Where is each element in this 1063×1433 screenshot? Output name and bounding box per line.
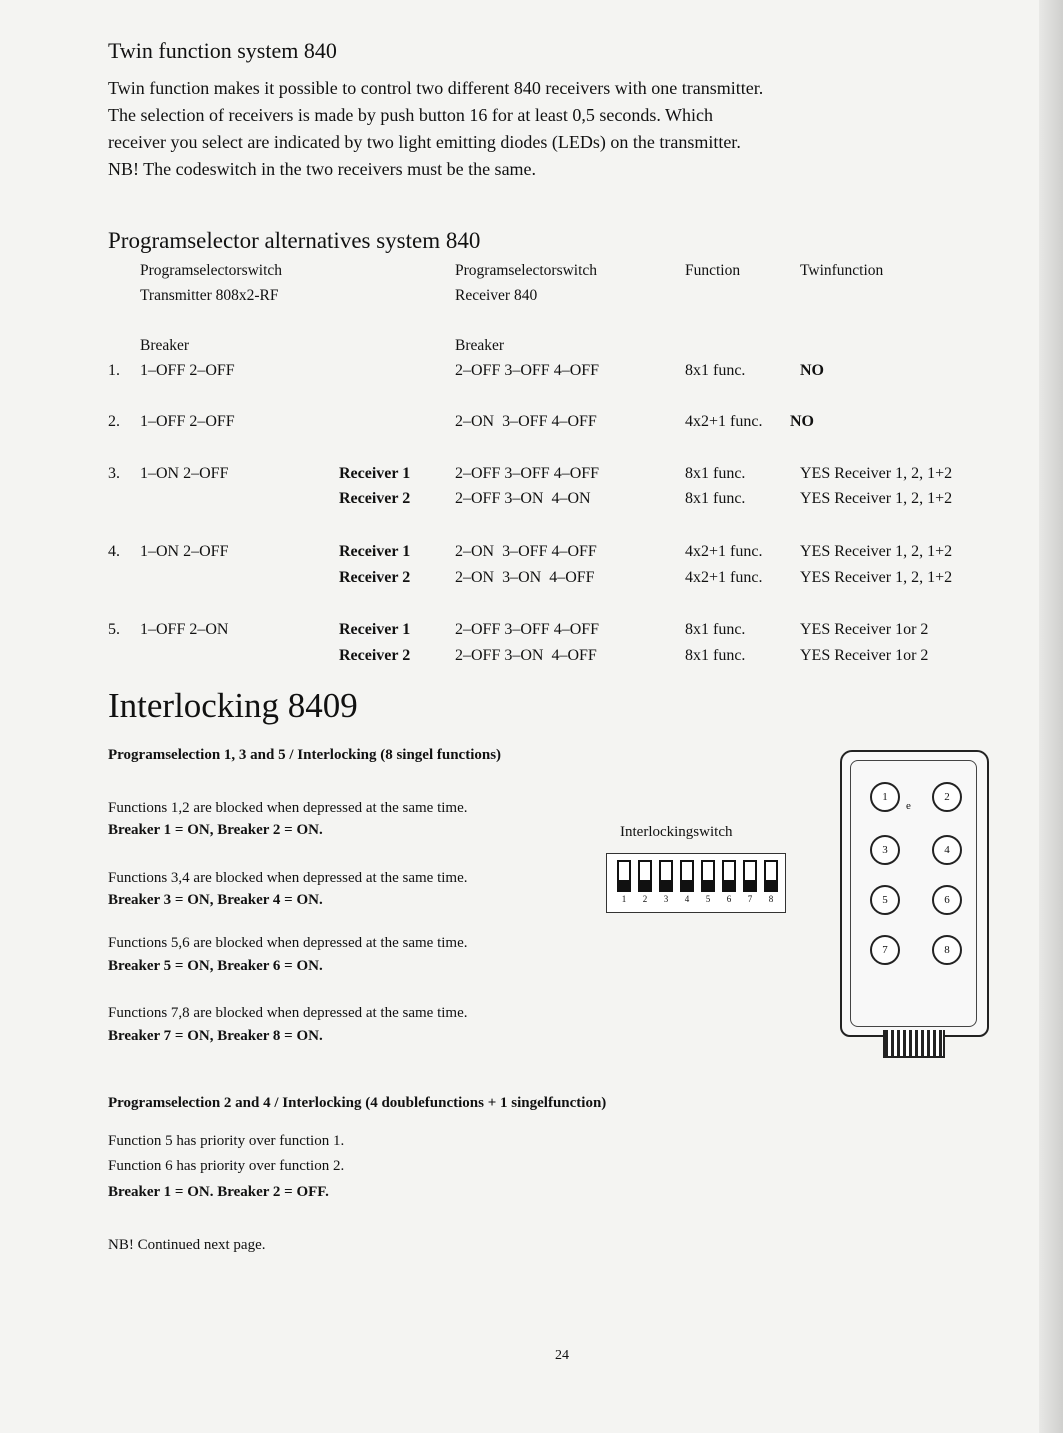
row-rx: 2–OFF 3–ON 4–ON — [455, 490, 591, 507]
inter-block-3a: Functions 5,6 are blocked when depressed at the same time. — [108, 935, 468, 951]
switch-label: Interlockingswitch — [620, 824, 733, 840]
row-rx: 2–OFF 3–OFF 4–OFF — [455, 465, 600, 482]
switch-lever-6[interactable] — [722, 860, 736, 892]
row-twin: YES Receiver 1, 2, 1+2 — [800, 465, 953, 482]
inter-block-2a: Functions 3,4 are blocked when depressed at the same time. — [108, 870, 468, 886]
row-num: 3. — [108, 465, 120, 482]
row-rx: 2–OFF 3–OFF 4–OFF — [455, 621, 600, 638]
row-num: 2. — [108, 413, 120, 430]
priority-line-2: Function 6 has priority over function 2. — [108, 1158, 345, 1174]
twin-line-4: NB! The codeswitch in the two receivers must be the same. — [108, 159, 537, 179]
row-func: 8x1 func. — [685, 490, 746, 507]
row-func: 8x1 func. — [685, 465, 746, 482]
hdr-tx-1: Programselectorswitch — [140, 262, 283, 279]
row-twin: YES Receiver 1, 2, 1+2 — [800, 490, 953, 507]
row-tx: 1–OFF 2–OFF — [140, 413, 235, 430]
row-tx: 1–OFF 2–ON — [140, 621, 229, 638]
twin-line-1: Twin function makes it possible to control two different 840 receivers with one transmitter. — [108, 78, 764, 98]
twin-line-3: receiver you select are indicated by two light emitting diodes (LEDs) on the transmitter. — [108, 132, 741, 152]
inter-block-3b: Breaker 5 = ON, Breaker 6 = ON. — [108, 958, 323, 974]
switch-lever-1[interactable] — [617, 860, 631, 892]
inter-block-1b: Breaker 1 = ON, Breaker 2 = ON. — [108, 822, 323, 838]
row-twin: YES Receiver 1, 2, 1+2 — [800, 543, 953, 560]
row-twin: YES Receiver 1or 2 — [800, 647, 929, 664]
remote-button-2[interactable]: 2 — [932, 782, 962, 812]
inter-sub2: Programselection 2 and 4 / Interlocking (4 doublefunctions + 1 singelfunction) — [108, 1095, 607, 1111]
row-twin: NO — [800, 362, 824, 379]
row-rx: 2–OFF 3–OFF 4–OFF — [455, 362, 600, 379]
row-func: 8x1 func. — [685, 362, 746, 379]
row-receiver: Receiver 2 — [339, 647, 411, 664]
row-tx: 1–ON 2–OFF — [140, 543, 229, 560]
row-num: 4. — [108, 543, 120, 560]
row-rx: 2–ON 3–OFF 4–OFF — [455, 413, 597, 430]
row-receiver: Receiver 1 — [339, 543, 411, 560]
row-rx: 2–ON 3–ON 4–OFF — [455, 569, 595, 586]
hdr-breaker-rx: Breaker — [455, 337, 505, 354]
row-num: 1. — [108, 362, 120, 379]
twin-line-2: The selection of receivers is made by push button 16 for at least 0,5 seconds. Which — [108, 105, 714, 125]
remote-button-4[interactable]: 4 — [932, 835, 962, 865]
row-twin: YES Receiver 1, 2, 1+2 — [800, 569, 953, 586]
switch-number: 8 — [768, 894, 774, 904]
hdr-function: Function — [685, 262, 741, 279]
row-tx: 1–OFF 2–OFF — [140, 362, 235, 379]
switch-lever-2[interactable] — [638, 860, 652, 892]
row-receiver: Receiver 2 — [339, 569, 411, 586]
row-twin: YES Receiver 1or 2 — [800, 621, 929, 638]
inter-block-1a: Functions 1,2 are blocked when depressed at the same time. — [108, 800, 468, 816]
inter-block-4b: Breaker 7 = ON, Breaker 8 = ON. — [108, 1028, 323, 1044]
row-rx: 2–ON 3–OFF 4–OFF — [455, 543, 597, 560]
inter-block-4a: Functions 7,8 are blocked when depressed at the same time. — [108, 1005, 468, 1021]
row-func: 4x2+1 func. — [685, 413, 763, 430]
switch-number: 2 — [642, 894, 648, 904]
switch-number: 4 — [684, 894, 690, 904]
remote-connector — [883, 1030, 945, 1058]
remote-button-6[interactable]: 6 — [932, 885, 962, 915]
priority-line-1: Function 5 has priority over function 1. — [108, 1133, 345, 1149]
hdr-tx-2: Transmitter 808x2-RF — [140, 287, 279, 304]
row-receiver: Receiver 2 — [339, 490, 411, 507]
row-receiver: Receiver 1 — [339, 465, 411, 482]
inter-title: Interlocking 8409 — [108, 686, 358, 725]
page-edge — [1039, 0, 1063, 1433]
hdr-rx-1: Programselectorswitch — [455, 262, 598, 279]
inter-sub1: Programselection 1, 3 and 5 / Interlocking (8 singel functions) — [108, 747, 502, 763]
interlocking-switch[interactable] — [606, 853, 786, 913]
hdr-rx-2: Receiver 840 — [455, 287, 538, 304]
switch-number: 1 — [621, 894, 627, 904]
row-rx: 2–OFF 3–ON 4–OFF — [455, 647, 597, 664]
inter-block-2b: Breaker 3 = ON, Breaker 4 = ON. — [108, 892, 323, 908]
row-receiver: Receiver 1 — [339, 621, 411, 638]
hdr-breaker-tx: Breaker — [140, 337, 190, 354]
priority-breaker: Breaker 1 = ON. Breaker 2 = OFF. — [108, 1184, 329, 1200]
switch-number: 3 — [663, 894, 669, 904]
led-indicator: e — [906, 800, 911, 812]
hdr-twin: Twinfunction — [800, 262, 884, 279]
remote-button-7[interactable]: 7 — [870, 935, 900, 965]
switch-lever-3[interactable] — [659, 860, 673, 892]
switch-lever-4[interactable] — [680, 860, 694, 892]
nb-note: NB! Continued next page. — [108, 1237, 266, 1253]
row-num: 5. — [108, 621, 120, 638]
twin-title: Twin function system 840 — [108, 38, 337, 63]
row-func: 8x1 func. — [685, 647, 746, 664]
alt-title: Programselector alternatives system 840 — [108, 228, 481, 253]
remote-control — [840, 750, 989, 1037]
row-twin: NO — [790, 413, 814, 430]
page-number: 24 — [555, 1348, 569, 1363]
row-func: 8x1 func. — [685, 621, 746, 638]
switch-lever-7[interactable] — [743, 860, 757, 892]
switch-lever-8[interactable] — [764, 860, 778, 892]
row-func: 4x2+1 func. — [685, 569, 763, 586]
remote-button-5[interactable]: 5 — [870, 885, 900, 915]
row-func: 4x2+1 func. — [685, 543, 763, 560]
switch-number: 7 — [747, 894, 753, 904]
remote-button-8[interactable]: 8 — [932, 935, 962, 965]
switch-number: 5 — [705, 894, 711, 904]
switch-number: 6 — [726, 894, 732, 904]
switch-lever-5[interactable] — [701, 860, 715, 892]
remote-button-3[interactable]: 3 — [870, 835, 900, 865]
remote-button-1[interactable]: 1 — [870, 782, 900, 812]
row-tx: 1–ON 2–OFF — [140, 465, 229, 482]
